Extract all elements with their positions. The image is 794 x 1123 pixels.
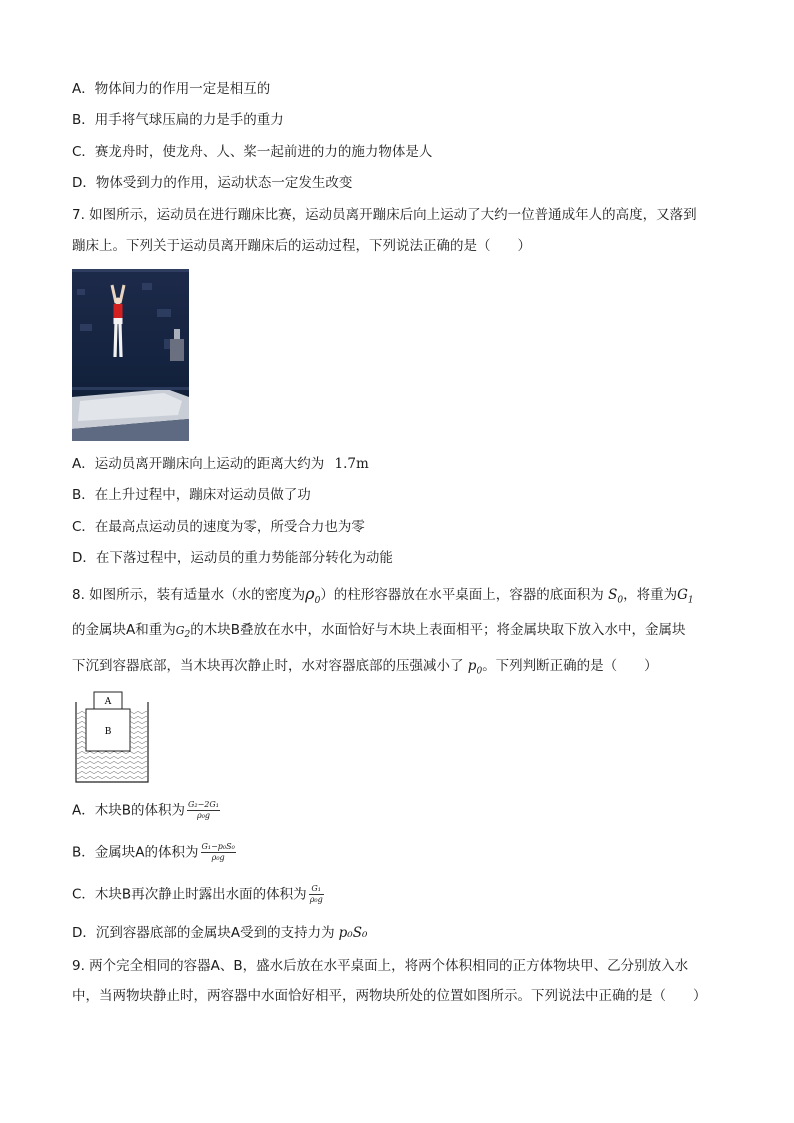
q6-option-c: C．赛龙舟时，使龙舟、人、桨一起前进的力的施力物体是人	[72, 144, 433, 160]
q8-g2-symbol: G	[175, 624, 185, 637]
q8-option-a-denominator: ρ₀g	[196, 811, 211, 820]
q8-l3-text-b: 。下列判断正确的是（ ）	[482, 658, 658, 674]
q8-option-a-numerator: G₂−2G₁	[188, 800, 219, 809]
q8-rho-symbol: ρ	[305, 584, 315, 603]
q7-option-b: B．在上升过程中，蹦床对运动员做了功	[72, 487, 311, 503]
q8-option-b	[72, 842, 236, 863]
q7-option-c: C．在最高点运动员的速度为零，所受合力也为零	[72, 519, 365, 535]
q7-option-d: D．在下落过程中，运动员的重力势能部分转化为动能	[72, 550, 393, 566]
q8-stem-line2	[72, 621, 686, 644]
q8-g1	[677, 587, 694, 606]
q8-p-sub: 0	[476, 666, 483, 677]
q8-s-symbol: S	[608, 587, 618, 603]
q8-option-a-text: A．木块B的体积为	[72, 802, 185, 819]
q8-l1-text-a: 8. 如图所示，装有适量水（水的密度为	[72, 587, 306, 603]
q8-l3-text-a: 下沉到容器底部，当木块再次静止时，水对容器底部的压强减小了	[72, 658, 464, 674]
q8-s-sub: 0	[617, 595, 624, 606]
q8-rho0	[305, 584, 321, 607]
q8-g2-sub: 2	[184, 630, 191, 641]
q8-option-a	[72, 800, 220, 821]
q8-option-c-denominator: ρ₀g	[309, 895, 323, 904]
q6-option-b: B．用手将气球压扁的力是手的重力	[72, 112, 284, 128]
container-diagram	[72, 690, 152, 786]
q8-option-b-numerator: G₁−p₀S₀	[201, 842, 235, 851]
q8-p-symbol: p	[467, 658, 477, 674]
q8-g2	[175, 624, 191, 641]
q7-option-a-text: A．运动员离开蹦床向上运动的距离大约为	[72, 456, 325, 472]
q6-option-a: A．物体间力的作用一定是相互的	[72, 81, 271, 97]
q8-option-c-fraction	[309, 884, 324, 905]
q8-s0	[608, 587, 624, 606]
q8-stem-line3	[72, 657, 658, 681]
q6-option-d: D．物体受到力的作用，运动状态一定发生改变	[72, 175, 353, 191]
q8-option-d	[72, 924, 367, 942]
q8-g-symbol: G	[677, 587, 688, 603]
q8-option-c-text: C．木块B再次静止时露出水面的体积为	[72, 886, 307, 903]
q8-l2-text-a: 的金属块A和重为	[72, 622, 176, 638]
q8-l2-text-b: 的木块B叠放在水中，水面恰好与木块上表面相平；将金属块取下放入水中，金属块	[190, 622, 686, 638]
q8-option-b-denominator: ρ₀g	[211, 853, 225, 862]
block-a-label: A	[104, 697, 112, 707]
q9-stem-line1: 9. 两个完全相同的容器A、B，盛水后放在水平桌面上，将两个体积相同的正方体物块甲、乙分别放入水	[72, 958, 689, 974]
q8-option-b-text: B．金属块A的体积为	[72, 844, 199, 861]
q7-option-a	[72, 455, 369, 473]
q8-option-c	[72, 884, 324, 905]
q7-stem-line1: 7. 如图所示，运动员在进行蹦床比赛，运动员离开蹦床后向上运动了大约一位普通成年人的高度，又落到	[72, 207, 697, 223]
q7-option-a-value: 1.7m	[334, 456, 369, 472]
q8-option-c-numerator: G₁	[309, 884, 324, 895]
q8-l1-text-b: ）的柱形容器放在水平桌面上，容器的底面积为	[320, 587, 604, 603]
q8-option-a-fraction	[187, 800, 220, 821]
q8-stem-line1	[72, 585, 694, 610]
q8-option-b-fraction	[201, 842, 236, 863]
block-b-label: B	[104, 727, 112, 737]
trampoline-photo	[72, 269, 189, 441]
q8-option-d-text: D．沉到容器底部的金属块A受到的支持力为	[72, 925, 335, 941]
q8-g-sub: 1	[687, 595, 694, 606]
q8-option-d-value: p₀S₀	[338, 925, 368, 941]
q9-stem-line2: 中，当两物块静止时，两容器中水面恰好相平，两物块所处的位置如图所示。下列说法中正确的是（ ）	[72, 988, 707, 1004]
q8-rho-sub: 0	[314, 596, 321, 607]
q7-stem-line2: 蹦床上。下列关于运动员离开蹦床后的运动过程，下列说法正确的是（ ）	[72, 238, 531, 254]
q8-l1-text-c: ，将重为	[623, 587, 678, 603]
q8-p0	[467, 658, 483, 677]
